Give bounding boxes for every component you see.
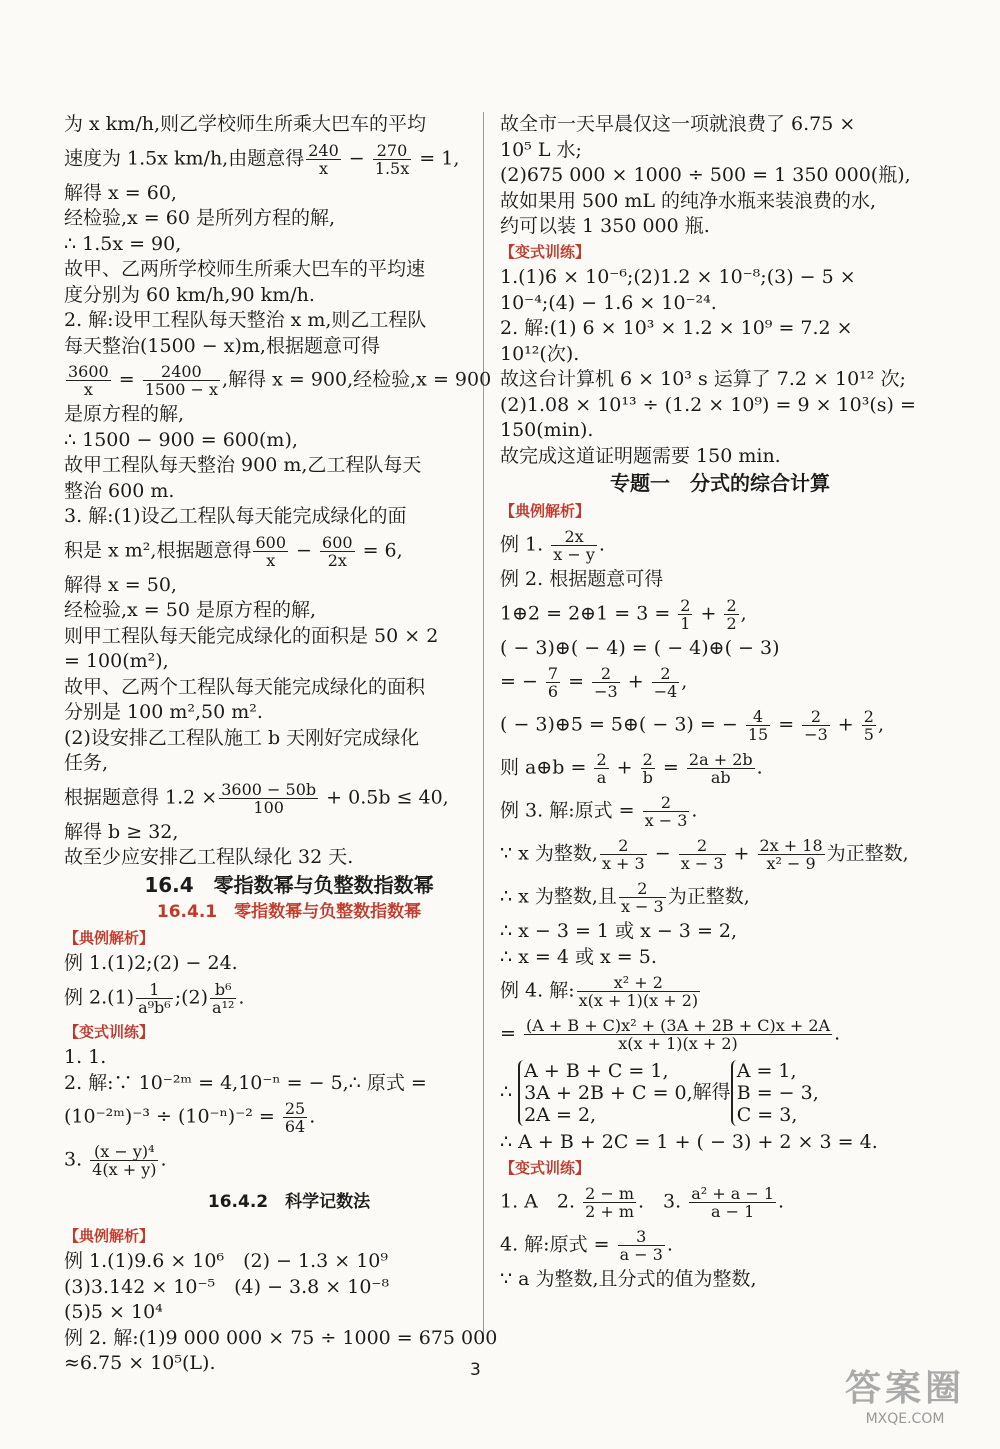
text-line: 1. A 2. $\frac{2 - m}{2 + m}$ . 3. $\frac{\text{a² + a − 1}}{a - 1}$ .	[500, 1184, 785, 1221]
fraction: $\frac{2}{2}$	[726, 595, 737, 633]
text-line: 故甲、乙两个工程队每天能完成绿化的面积	[64, 675, 426, 698]
text-line: (2)1.08 × 10¹³ ÷ (1.2 × 10⁹) = 9 × 10³(s) =	[500, 393, 916, 416]
text-line: 为 x km/h,则乙学校师生所乘大巴车的平均	[64, 113, 427, 135]
text-line: 是原方程的解,	[64, 403, 185, 425]
section-tag: 【变式训练】	[500, 242, 591, 261]
fraction: $\frac{2}{x - 3}$	[620, 879, 664, 916]
fraction: $\frac{2}{-3}$	[594, 664, 618, 701]
section-tag: 【典例解析】	[64, 928, 155, 947]
text-line: 经检验,x = 60 是所列方程的解,	[64, 207, 336, 229]
text-line: 3. 解:(1)设乙工程队每天能完成绿化的面	[64, 505, 407, 527]
text-line: 例 2.(1) $\frac{1}{\text{a⁹b⁶}}$ ;(2) $\frac{\text{b⁶}}{\text{a¹²}}$ .	[64, 979, 245, 1017]
fraction: $\frac{2}{a}$	[596, 750, 607, 787]
text-line: 例 2. 根据题意可得	[500, 568, 664, 590]
text-line: 故如果用 500 mL 的纯净水瓶来装浪费的水,	[500, 189, 877, 212]
text-line: 经检验,x = 50 是原方程的解,	[64, 599, 317, 621]
fraction: $\frac{2 - m}{2 + m}$	[585, 1184, 634, 1221]
text-line: 1. 1.	[64, 1046, 107, 1068]
subsection-heading: 16.4.2 科学记数法	[207, 1192, 371, 1212]
section-tag: 【典例解析】	[64, 1226, 155, 1245]
text-line: 则 a⊕b = $\frac{2}{a}$ + $\frac{2}{b}$ = $\frac{2a + 2b}{ab}$ .	[500, 750, 763, 787]
text-line: 整治 600 m.	[64, 479, 175, 502]
section-tag: 【变式训练】	[64, 1022, 155, 1041]
text-line: 积是 x m²,根据题意得 $\frac{600}{x}$ − $\frac{600}{2x}$ = 6,	[64, 532, 403, 570]
text-line: = − $\frac{7}{6}$ = $\frac{2}{-3}$ + $\frac{2}{-4}$ ,	[500, 664, 688, 701]
text-line: 则甲工程队每天能完成绿化的面积是 50 × 2	[64, 624, 439, 647]
watermark-logo	[820, 1360, 990, 1440]
text-line: 10⁻⁴;(4) − 1.6 × 10⁻²⁴.	[500, 291, 717, 314]
text-line: 故全市一天早晨仅这一项就浪费了 6.75 ×	[500, 113, 856, 135]
left-column	[64, 112, 514, 1377]
text-line: 3. $\frac{\text{(x − y)⁴}}{4(x + y)}$ .	[64, 1142, 167, 1179]
text-line: 2. 解:设甲工程队每天整治 x m,则乙工程队	[64, 309, 427, 331]
text-line: (10⁻²ᵐ)⁻³ ÷ (10⁻ⁿ)⁻² = $\frac{25}{64}$ .	[64, 1099, 316, 1136]
fraction: $\frac{3600 - 50b}{100}$	[221, 779, 317, 817]
fraction: $\frac{2}{x - 3}$	[644, 793, 688, 830]
text-line: 速度为 1.5x km/h,由题意得 $\frac{240}{x}$ − $\frac{270}{1.5x}$ = 1,	[64, 140, 460, 178]
equation-system: ∴ A + B + C = 1, 3A + 2B + C = 0, 2A = 2,解得A = 1, B = − 3, C = 3,	[500, 1060, 819, 1126]
text-line: 150(min).	[500, 419, 594, 441]
text-line: 10⁵ L 水;	[500, 138, 582, 161]
text-line: 分别是 100 m²,50 m².	[64, 701, 263, 723]
page-number: 3	[470, 1360, 481, 1380]
fraction: $\frac{2}{b}$	[642, 750, 653, 787]
fraction: $\frac{240}{x}$	[308, 140, 339, 178]
text-line: 例 3. 解:原式 = $\frac{2}{x - 3}$ .	[500, 793, 698, 830]
text-line: 根据题意得 1.2 × $\frac{3600 - 50b}{100}$ + 0.5b ≤ 40,	[64, 779, 449, 817]
text-line: 每天整治(1500 − x)m,根据题意可得	[64, 334, 380, 357]
text-line: 故甲、乙两所学校师生所乘大巴车的平均速	[64, 258, 426, 280]
text-line: 例 1. $\frac{2x}{x - y}$ .	[500, 527, 605, 564]
fraction: $\frac{\text{(A + B + C)x² + (3A + 2B + C)x + 2A}}{x(x + 1)(x + 2)}$	[525, 1016, 831, 1053]
fraction: $\frac{2400}{1500 - x}$	[144, 362, 219, 399]
text-line: ∴ x − 3 = 1 或 x − 3 = 2,	[500, 920, 738, 942]
fraction: $\frac{2a + 2b}{ab}$	[688, 750, 753, 787]
equation-brace: A + B + C = 1, 3A + 2B + C = 0, 2A = 2,	[518, 1060, 693, 1126]
right-column	[500, 112, 940, 1293]
fraction: $\frac{600}{2x}$	[322, 532, 353, 570]
section-heading: 16.4 零指数幂与负整数指数幂	[144, 872, 434, 897]
fraction: $\frac{2}{x - 3}$	[680, 836, 724, 873]
fraction: $\frac{2x + 18}{\text{x² − 9}}$	[759, 836, 823, 873]
text-line: ∴ A + B + 2C = 1 + ( − 3) + 2 × 3 = 4.	[500, 1131, 878, 1153]
text-line: = $\frac{\text{(A + B + C)x² + (3A + 2B + C)x + 2A}}{x(x + 1)(x + 2)}$ .	[500, 1016, 841, 1053]
text-line: ∵ a 为整数,且分式的值为整数,	[500, 1268, 757, 1290]
fraction: $\frac{1}{\text{a⁹b⁶}}$	[138, 979, 171, 1017]
text-line: 解得 b ≥ 32,	[64, 820, 179, 843]
fraction: $\frac{\text{(x − y)⁴}}{4(x + y)}$	[92, 1142, 157, 1179]
section-tag: 【变式训练】	[500, 1158, 591, 1177]
text-line: 4. 解:原式 = $\frac{3}{a - 3}$ .	[500, 1227, 673, 1264]
text-line: (2)675 000 × 1000 ÷ 500 = 1 350 000(瓶),	[500, 164, 911, 186]
text-line: ∴ x = 4 或 x = 5.	[500, 945, 657, 968]
text-line: 例 1.(1)2;(2) − 24.	[64, 952, 238, 974]
fraction: $\frac{2}{5}$	[863, 707, 874, 744]
fraction: $\frac{\text{x² + 2}}{x(x + 1)(x + 2)}$	[578, 973, 699, 1010]
text-line: ≈6.75 × 10⁵(L).	[64, 1352, 216, 1374]
text-line: 故完成这道证明题需要 150 min.	[500, 444, 781, 467]
text-line: 约可以装 1 350 000 瓶.	[500, 215, 710, 237]
fraction: $\frac{270}{1.5x}$	[374, 140, 410, 178]
text-line: 1.(1)6 × 10⁻⁶;(2)1.2 × 10⁻⁸;(3) − 5 ×	[500, 266, 856, 288]
text-line: (5)5 × 10⁴	[64, 1301, 163, 1323]
topic-heading: 专题一 分式的综合计算	[610, 471, 830, 495]
fraction: $\frac{7}{6}$	[547, 664, 559, 701]
fraction: $\frac{2}{-4}$	[653, 664, 678, 701]
fraction: $\frac{3}{a - 3}$	[619, 1227, 663, 1264]
fraction: $\frac{4}{15}$	[747, 707, 769, 744]
text-line: 2. 解:∵ 10⁻²ᵐ = 4,10⁻ⁿ = − 5,∴ 原式 =	[64, 1071, 427, 1094]
text-line: ∴ 1500 − 900 = 600(m),	[64, 428, 298, 451]
solution-brace: A = 1, B = − 3, C = 3,	[731, 1060, 819, 1126]
text-line: 故至少应安排乙工程队绿化 32 天.	[64, 846, 354, 868]
text-line: 解得 x = 60,	[64, 181, 177, 204]
text-line: 故甲工程队每天整治 900 m,乙工程队每天	[64, 454, 422, 476]
text-line: 例 4. 解: $\frac{\text{x² + 2}}{x(x + 1)(x + 2)}$	[500, 973, 699, 1010]
text-line: 故这台计算机 6 × 10³ s 运算了 7.2 × 10¹² 次;	[500, 368, 906, 390]
fraction: $\frac{2}{1}$	[680, 595, 691, 633]
text-line: ( − 3)⊕5 = 5⊕( − 3) = − $\frac{4}{15}$ = $\frac{2}{-3}$ + $\frac{2}{5}$ ,	[500, 707, 884, 744]
text-line: (2)设安排乙工程队施工 b 天刚好完成绿化	[64, 726, 420, 749]
text-line: $\frac{3600}{x}$ = $\frac{2400}{1500 - x}$ ,解得 x = 900,经检验,x = 900	[68, 362, 492, 399]
fraction: $\frac{2x}{x - y}$	[553, 527, 595, 564]
text-line: 例 2. 解:(1)9 000 000 × 75 ÷ 1000 = 675 000	[64, 1326, 498, 1349]
subsection-heading: 16.4.1 零指数幂与负整数指数幂	[156, 902, 422, 922]
fraction: $\frac{\text{b⁶}}{\text{a¹²}}$	[212, 979, 235, 1017]
text-line: (3)3.142 × 10⁻⁵ (4) − 3.8 × 10⁻⁸	[64, 1275, 390, 1298]
fraction: $\frac{2}{x + 3}$	[601, 836, 645, 873]
text-line: 解得 x = 50,	[64, 573, 177, 596]
text-line: 任务,	[64, 752, 109, 774]
text-line: 例 1.(1)9.6 × 10⁶ (2) − 1.3 × 10⁹	[64, 1250, 389, 1272]
text-line: 度分别为 60 km/h,90 km/h.	[64, 283, 315, 306]
fraction: $\frac{600}{x}$	[255, 532, 287, 570]
fraction: $\frac{2}{-3}$	[804, 707, 828, 744]
fraction: $\frac{25}{64}$	[284, 1099, 306, 1136]
fraction: $\frac{3600}{x}$	[68, 362, 109, 399]
watermark-text: 答案圈	[844, 1368, 965, 1409]
section-tag: 【典例解析】	[500, 501, 591, 520]
text-line: = 100(m²),	[64, 650, 169, 672]
text-line: ∴ x 为整数,且 $\frac{2}{x - 3}$ 为正整数,	[500, 879, 750, 916]
text-line: 2. 解:(1) 6 × 10³ × 1.2 × 10⁹ = 7.2 ×	[500, 317, 853, 339]
text-line: 1⊕2 = 2⊕1 = 3 = $\frac{2}{1}$ + $\frac{2}{2}$ ,	[500, 595, 747, 633]
text-line: ( − 3)⊕( − 4) = ( − 4)⊕( − 3)	[500, 636, 780, 659]
text-line: ∵ x 为整数, $\frac{2}{x + 3}$ − $\frac{2}{x - 3}$ + $\frac{2x + 18}{\text{x² − 9}}$ 为正整数,	[500, 836, 909, 873]
fraction: $\frac{\text{a² + a − 1}}{a - 1}$	[691, 1184, 775, 1221]
text-line: ∴ 1.5x = 90,	[64, 232, 182, 255]
watermark-url: MXQE.COM	[865, 1411, 945, 1427]
text-line: 10¹²(次).	[500, 342, 580, 365]
